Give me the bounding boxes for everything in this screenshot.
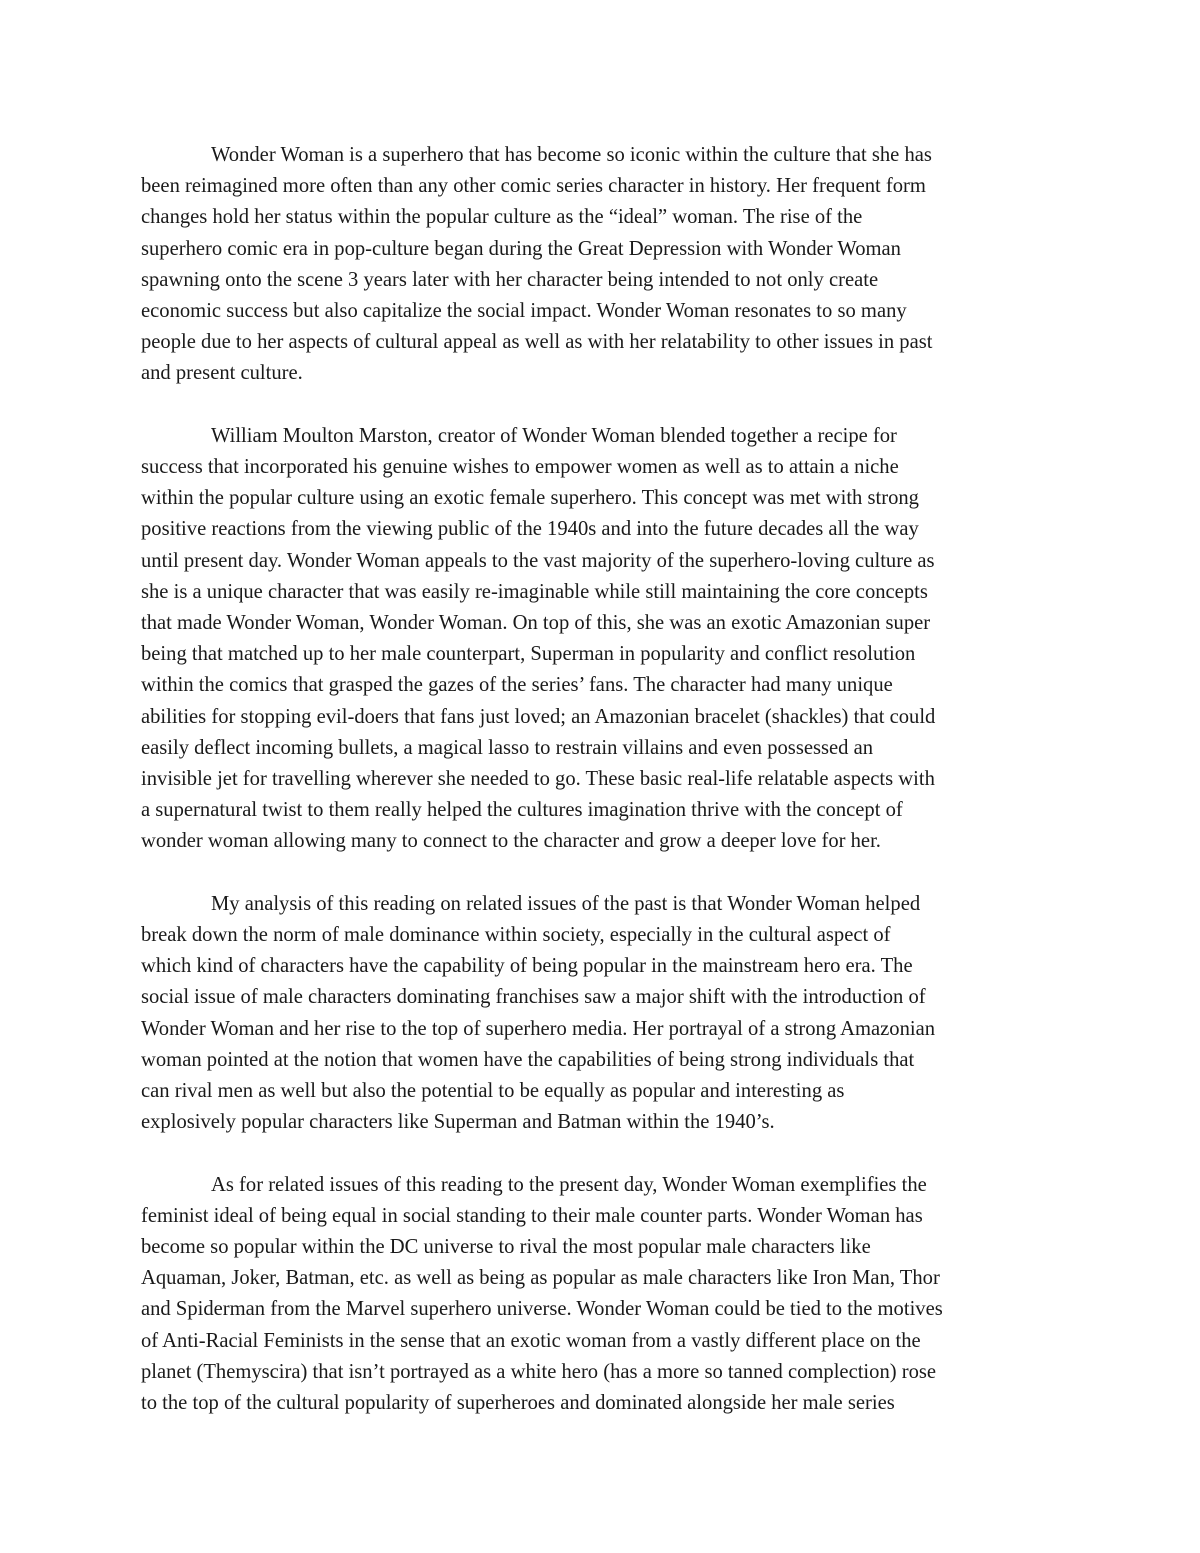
text-line: William Moulton Marston, creator of Wonder Woman blended together a recipe for: [211, 424, 897, 447]
text-line: positive reactions from the viewing public of the 1940s and into the future decades all the way: [141, 518, 919, 541]
text-line: to the top of the cultural popularity of superheroes and dominated alongside her male series: [141, 1392, 895, 1415]
text-line: success that incorporated his genuine wishes to empower women as well as to attain a niche: [141, 456, 899, 479]
text-line: planet (Themyscira) that isn’t portrayed as a white hero (has a more so tanned complection) rose: [141, 1360, 937, 1383]
text-line: Aquaman, Joker, Batman, etc. as well as being as popular as male characters like Iron Man, Thor: [141, 1267, 940, 1290]
document-body: [141, 140, 1051, 1450]
text-line: My analysis of this reading on related issues of the past is that Wonder Woman helped: [211, 892, 921, 915]
text-line: invisible jet for travelling wherever she needed to go. These basic real-life relatable aspects with: [141, 768, 935, 791]
text-line: Wonder Woman is a superhero that has become so iconic within the culture that she has: [211, 144, 932, 166]
text-line: changes hold her status within the popular culture as the “ideal” woman. The rise of the: [141, 206, 863, 229]
text-line: become so popular within the DC universe to rival the most popular male characters like: [141, 1236, 871, 1259]
text-line: Wonder Woman and her rise to the top of superhero media. Her portrayal of a strong Amazonian: [141, 1017, 936, 1040]
text-line: woman pointed at the notion that women have the capabilities of being strong individuals that: [141, 1048, 915, 1071]
text-line: spawning onto the scene 3 years later with her character being intended to not only create: [141, 268, 879, 291]
text-line: within the popular culture using an exotic female superhero. This concept was met with strong: [141, 487, 919, 510]
text-line: that made Wonder Woman, Wonder Woman. On top of this, she was an exotic Amazonian super: [141, 612, 931, 635]
text-line: feminist ideal of being equal in social standing to their male counter parts. Wonder Woman has: [141, 1204, 923, 1227]
text-line: and present culture.: [141, 362, 303, 385]
paragraph-1: [141, 140, 1051, 390]
paragraph-2: [141, 421, 1051, 858]
text-line: a supernatural twist to them really helped the cultures imagination thrive with the concept of: [141, 799, 903, 822]
text-line: of Anti-Racial Feminists in the sense that an exotic woman from a vastly different place on the: [141, 1329, 921, 1352]
text-line: been reimagined more often than any other comic series character in history. Her frequent form: [141, 175, 926, 198]
text-line: break down the norm of male dominance within society, especially in the cultural aspect of: [141, 924, 891, 947]
paragraph-3: [141, 889, 1051, 1139]
text-line: and Spiderman from the Marvel superhero universe. Wonder Woman could be tied to the motives: [141, 1298, 943, 1321]
text-line: within the comics that grasped the gazes of the series’ fans. The character had many unique: [141, 674, 893, 697]
text-line: which kind of characters have the capability of being popular in the mainstream hero era. The: [141, 955, 913, 978]
text-line: can rival men as well but also the potential to be equally as popular and interesting as: [141, 1080, 845, 1103]
text-line: abilities for stopping evil-doers that fans just loved; an Amazonian bracelet (shackles) that could: [141, 705, 936, 728]
text-line: easily deflect incoming bullets, a magical lasso to restrain villains and even possessed an: [141, 736, 874, 759]
text-line: superhero comic era in pop-culture began during the Great Depression with Wonder Woman: [141, 237, 901, 260]
text-line: economic success but also capitalize the social impact. Wonder Woman resonates to so many: [141, 300, 907, 323]
text-line: until present day. Wonder Woman appeals to the vast majority of the superhero-loving culture as: [141, 549, 935, 572]
text-line: As for related issues of this reading to the present day, Wonder Woman exemplifies the: [211, 1173, 927, 1196]
text-line: being that matched up to her male counterpart, Superman in popularity and conflict resolution: [141, 643, 916, 666]
text-line: wonder woman allowing many to connect to the character and grow a deeper love for her.: [141, 830, 881, 853]
text-line: people due to her aspects of cultural appeal as well as with her relatability to other issues in past: [141, 331, 933, 354]
text-line: explosively popular characters like Superman and Batman within the 1940’s.: [141, 1111, 775, 1134]
text-line: she is a unique character that was easily re-imaginable while still maintaining the core concepts: [141, 580, 928, 603]
paragraph-4: [141, 1170, 1051, 1420]
text-line: social issue of male characters dominating franchises saw a major shift with the introduction of: [141, 986, 926, 1009]
